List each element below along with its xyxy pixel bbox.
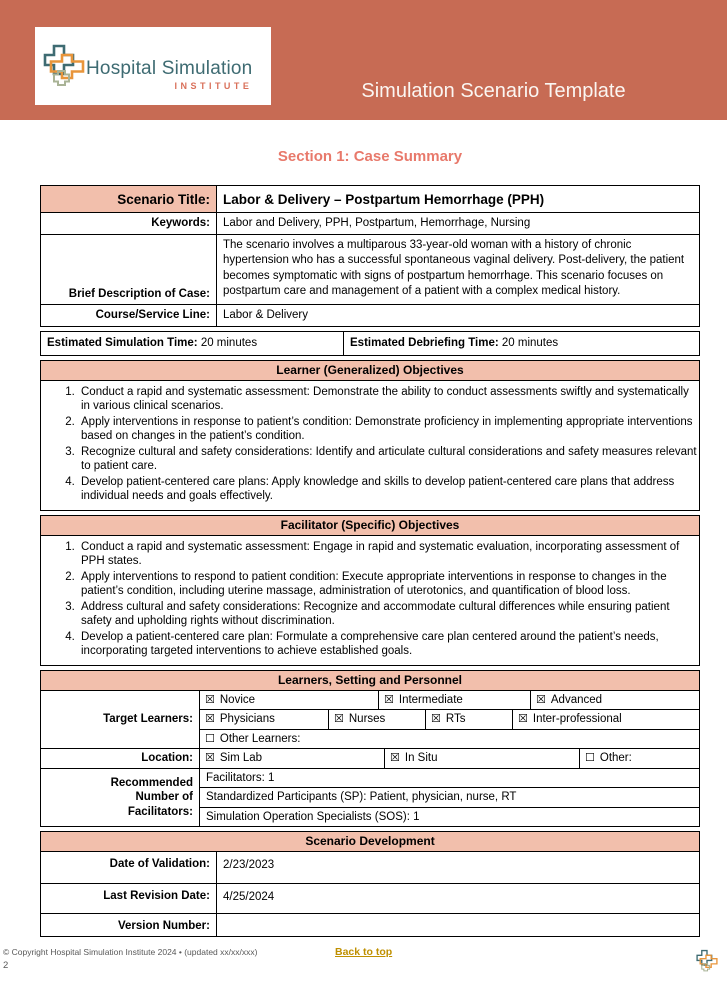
checkbox-other-location (579, 749, 699, 768)
checkbox-label: Other Learners: (219, 732, 301, 745)
checkbox-inter-professional (512, 710, 699, 729)
checked-checkbox-icon: ☒ (536, 692, 546, 706)
checked-checkbox-icon: ☒ (518, 712, 528, 725)
debriefing-time-label: Estimated Debriefing Time: (350, 337, 499, 349)
section-heading: Section 1: Case Summary (277, 148, 463, 165)
learner-objectives-section (40, 360, 700, 511)
checkbox-label: Inter-professional (532, 713, 622, 725)
checked-checkbox-icon: ☒ (205, 692, 215, 706)
standardized-participants: Standardized Participants (SP): Patient, physician, nurse, RT (200, 787, 699, 807)
course-row (41, 304, 699, 327)
simulation-time-cell (41, 332, 343, 355)
learner-objective-item: 1. Conduct a rapid and systematic assessment: Demonstrate the ability to conduct assessments swiftly and systematically in various clinical scenarios. (78, 385, 699, 414)
learners-setting-section (40, 670, 700, 828)
version-number-value (216, 914, 699, 936)
facilitator-objective-item: 4. Develop a patient-centered care plan: Formulate a comprehensive care plan centered around the patient’s needs, incorporating targeted interventions to achieve established goals. (78, 630, 699, 659)
checkbox-label: Other: (599, 752, 632, 764)
checkbox-in-situ (384, 749, 579, 768)
checkbox-sim-lab (200, 749, 384, 768)
logo (35, 27, 271, 105)
keywords-value: Labor and Delivery, PPH, Postpartum, Hemorrhage, Nursing (216, 213, 699, 234)
checkbox-novice (200, 691, 378, 710)
debriefing-time-value: 20 minutes (501, 337, 559, 349)
logo-text (86, 58, 252, 91)
learner-objective-item: 2. Apply interventions in response to patient’s condition: Demonstrate proficiency in implementing appropriate interventions based on changes in the patient’s condition. (78, 415, 699, 444)
checkbox-label: Sim Lab (219, 752, 263, 764)
checkbox-label: Advanced (550, 693, 603, 706)
checkbox-label: RTs (445, 713, 466, 725)
location-grid (199, 749, 699, 768)
checked-checkbox-icon: ☒ (205, 751, 215, 764)
times-row (41, 332, 699, 355)
keywords-label: Keywords: (151, 217, 210, 229)
back-to-top-link[interactable]: Back to top (335, 945, 393, 958)
facilitator-objective-item: 2. Apply interventions to respond to patient condition: Execute appropriate interventions in response to changes in the patient’s condition, including uterine massage, administration of uterotonics, and quantification of blood loss. (78, 570, 699, 599)
checkbox-label: Nurses (348, 713, 386, 725)
scenario-title-row (41, 186, 699, 212)
last-revision-date-value: 4/25/2024 (216, 884, 699, 913)
logo-subtitle: INSTITUTE (174, 80, 253, 91)
simulation-operation-specialists: Simulation Operation Specialists (SOS): 1 (200, 807, 699, 827)
target-learners-label: Target Learners: (103, 713, 193, 725)
learners-setting-heading: Learners, Setting and Personnel (41, 671, 699, 691)
facilitator-objective-item: 1. Conduct a rapid and systematic assessment: Engage in rapid and systematic evaluation, incorporating assessment of PPH states. (78, 540, 699, 569)
scenario-title-label: Scenario Title: (41, 186, 216, 212)
debriefing-time-cell (343, 332, 699, 355)
checked-checkbox-icon: ☒ (205, 712, 215, 725)
facilitator-objectives-list (41, 540, 699, 659)
unchecked-checkbox-icon: ☐ (205, 731, 215, 745)
checkbox-label: Intermediate (398, 693, 463, 706)
hsi-cross-icon (43, 43, 85, 89)
location-row (41, 748, 699, 768)
learner-role-row (200, 709, 699, 729)
document-title: Simulation Scenario Template (361, 80, 626, 102)
checkbox-rts (425, 710, 512, 729)
checkbox-advanced (530, 691, 699, 710)
checked-checkbox-icon: ☒ (384, 692, 394, 706)
date-of-validation-row (41, 852, 699, 883)
version-number-row (41, 913, 699, 936)
estimated-times-table (40, 331, 700, 356)
description-row (41, 234, 699, 304)
last-revision-date-label: Last Revision Date: (103, 890, 210, 902)
header-banner (0, 0, 727, 120)
checkbox-label: Physicians (219, 713, 275, 725)
page-number: 2 (3, 959, 9, 971)
logo-wordmark: Hospital Simulation (86, 57, 253, 79)
keywords-row (41, 212, 699, 234)
document-body (40, 148, 700, 937)
scenario-title-value: Labor & Delivery – Postpartum Hemorrhage (PPH) (216, 186, 699, 212)
simulation-time-label: Estimated Simulation Time: (47, 337, 198, 349)
version-number-label: Version Number: (117, 920, 210, 932)
description-label: Brief Description of Case: (68, 288, 210, 300)
scenario-development-heading: Scenario Development (41, 832, 699, 852)
hsi-cross-icon-small (696, 949, 718, 973)
description-value: The scenario involves a multiparous 33-year-old woman with a history of chronic hypertension who has a successful spontaneous vaginal delivery. Post-delivery, the patient becomes symptomatic with signs of postpartum hemorrhage. This scenario focuses on postpartum care and management of a patient with a complex medical history. (216, 235, 699, 304)
learner-objective-item: 4. Develop patient-centered care plans: Apply knowledge and skills to develop patient-centered care plans that address individual needs and goals effectively. (78, 475, 699, 504)
date-of-validation-label: Date of Validation: (109, 858, 210, 870)
location-label: Location: (141, 752, 193, 764)
learner-objectives-heading: Learner (Generalized) Objectives (41, 361, 699, 381)
target-learners-row (41, 691, 699, 749)
date-of-validation-value: 2/23/2023 (216, 852, 699, 883)
case-summary-table (40, 185, 700, 327)
learner-objective-item: 3. Recognize cultural and safety considerations: Identify and articulate cultural considerations and safety measures relevant to patient care. (78, 445, 699, 474)
other-learners-row (200, 729, 699, 749)
last-revision-date-row (41, 883, 699, 913)
copyright-text: © Copyright Hospital Simulation Institute 2024 • (updated xx/xx/xxx) (3, 946, 258, 957)
simulation-time-value: 20 minutes (200, 337, 258, 349)
unchecked-checkbox-icon: ☐ (585, 751, 595, 764)
location-options-row (200, 749, 699, 768)
checkbox-intermediate (378, 691, 530, 710)
checkbox-label: Novice (219, 693, 256, 706)
checkbox-other-learners (200, 730, 699, 749)
facilitator-objective-item: 3. Address cultural and safety considerations: Recognize and accommodate cultural differences while ensuring patient safety and upholding rights without discrimination. (78, 600, 699, 629)
checkbox-label: In Situ (404, 752, 438, 764)
facilitators-count: Facilitators: 1 (206, 771, 275, 784)
learner-objectives-list (41, 385, 699, 504)
facilitator-objectives-heading: Facilitator (Specific) Objectives (41, 516, 699, 536)
checked-checkbox-icon: ☒ (390, 751, 400, 764)
page-footer (0, 943, 727, 999)
checked-checkbox-icon: ☒ (334, 712, 344, 725)
checked-checkbox-icon: ☒ (431, 712, 441, 725)
course-label: Course/Service Line: (95, 308, 210, 321)
checkbox-physicians (200, 710, 328, 729)
facilitators-label: Recommended Number of Facilitators: (110, 776, 193, 818)
facilitator-objectives-section (40, 515, 700, 666)
checkbox-nurses (328, 710, 425, 729)
scenario-development-section (40, 831, 700, 937)
course-value: Labor & Delivery (216, 305, 699, 327)
learner-level-row (200, 691, 699, 710)
facilitators-row (41, 768, 699, 827)
facilitators-grid (199, 769, 699, 827)
target-learners-grid (199, 691, 699, 749)
